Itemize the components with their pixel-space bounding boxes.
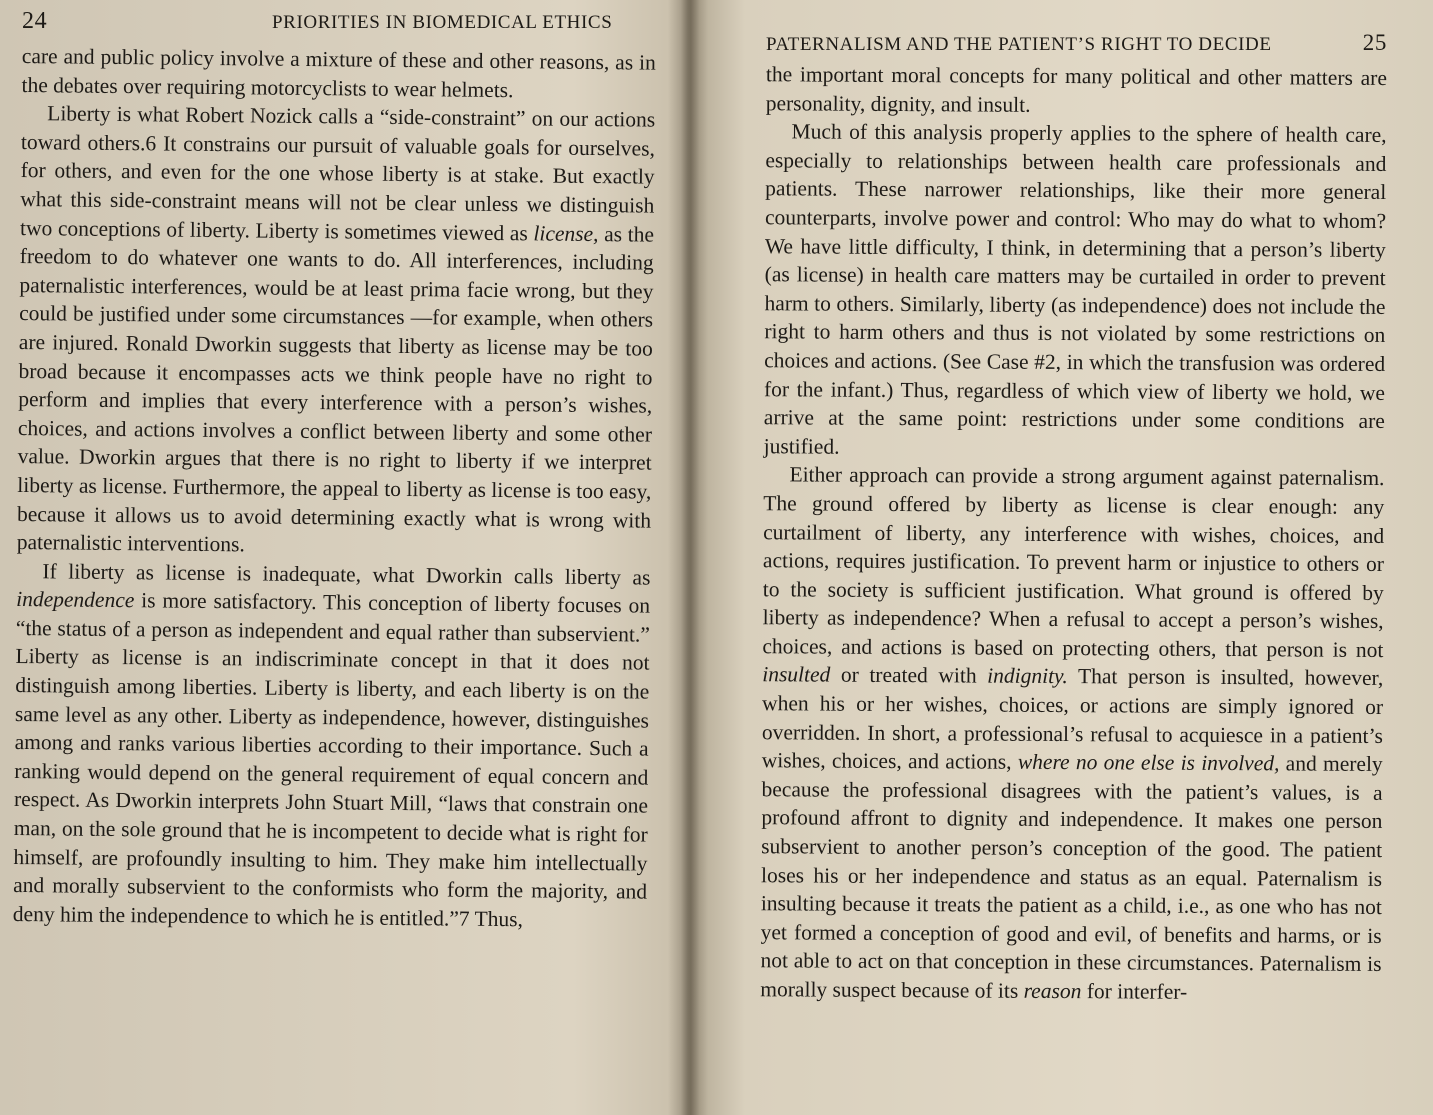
- text-run: If liberty as license is inadequate, what Dworkin calls liberty as: [42, 558, 651, 590]
- italic-term: independence: [16, 587, 135, 613]
- left-paragraph: [17, 99, 656, 563]
- right-running-head: [766, 30, 1387, 60]
- left-page-number: 24: [22, 8, 48, 34]
- left-running-title: PRIORITIES IN BIOMEDICAL ETHICS: [272, 12, 613, 33]
- right-running-title: PATERNALISM AND THE PATIENT’S RIGHT TO DECIDE: [766, 34, 1272, 55]
- text-run: That person is insulted, however, when his or her wishes, choices, or actions are simply ignored or overridden. In short, a professional’s refusal to acquiesce in a patient’s wishes, choices, and actions,: [761, 664, 1384, 775]
- right-paragraph: the important moral concepts for many political and other matters are personality, dignity, and insult.: [765, 62, 1387, 117]
- italic-term: where no one else is involved,: [1017, 750, 1280, 776]
- left-paragraph: care and public policy involve a mixture of these and other reasons, as in the debates over requiring motorcyclists to wear helmets.: [21, 43, 656, 102]
- left-paragraph: [13, 557, 651, 935]
- italic-term: insulted: [762, 662, 831, 688]
- left-running-head: [22, 8, 656, 38]
- text-run: and merely because the professional disagrees with the patient’s values, is a profound affront to dignity and independence. It makes one person subservient to another person’s conception of the good. The patient loses his or her independence and status as an equal. Paternalism is insulting because it treats the patient as a child, i.e., as one who has not yet formed a conception of good and evil, of benefits and harms, or is not able to act on that conception in these circumstances. Paternalism is morally suspect because of its: [760, 751, 1383, 1003]
- text-run: for interfer-: [1081, 979, 1188, 1004]
- text-run: as the freedom to do whatever one wants to do. All interferences, including paternalistic interferences, would be at least prima facie wrong, but they could be justified under some circumstances —for example, when others are injured. Ronald Dworkin suggests that liberty as license may be too broad because it encompasses acts we think people have no right to perform and implies that every interference with a person’s wishes, choices, and actions involves a conflict between liberty and some other value. Dworkin argues that there is no right to liberty if we interpret liberty as license. Furthermore, the appeal to liberty as license is too easy, because it allows us to avoid determining exactly what is wrong with paternalistic interventions.: [16, 221, 655, 557]
- right-page: [700, 0, 1433, 1115]
- italic-term: license,: [533, 220, 599, 246]
- italic-term: reason: [1023, 978, 1082, 1004]
- right-paragraph: Much of this analysis properly applies to the sphere of health care, especially to relationships between health care professionals and patients. These narrower relationships, like their more general counterparts, involve power and control: Who may do what to whom? We have little difficulty, I think, in determining that a person’s liberty (as license) in health care matters may be curtailed in order to prevent harm to others. Similarly, liberty (as independence) does not include the right to harm others and thus is not violated by some restrictions on choices and actions. (See Case #2, in which the transfusion was ordered for the infant.) Thus, regardless of which view of liberty we hold, we arrive at the same point: restrictions under some conditions are justified.: [763, 119, 1387, 459]
- text-run: Liberty is what Robert Nozick calls a “side-constraint” on our actions toward others.6 It constrains our pursuit of valuable goals for ourselves, for others, and even for the one whose liberty is at stake. But exactly what this side-constraint means will not be clear unless we distinguish two conceptions of liberty. Liberty is sometimes viewed as: [19, 101, 656, 245]
- left-body-text: [13, 42, 656, 935]
- right-page-number: 25: [1362, 30, 1387, 55]
- italic-term: indignity.: [987, 664, 1068, 689]
- right-paragraph: [760, 461, 1384, 1008]
- text-run: Either approach can provide a strong argument against paternalism. The ground offered by liberty as license is clear enough: any curtailment of liberty, any interference with wishes, choices, and actions, requires justification. To prevent harm or injustice to others or to the society is sufficient justification. What ground is offered by liberty as independence? When a refusal to accept a person’s wishes, choices, and actions is based on protecting others, that person is not: [762, 462, 1385, 662]
- text-run: is more satisfactory. This conception of liberty focuses on “the status of a person as independent and equal rather than subservient.” Liberty as license is an indiscriminate concept in that it does not distinguish among liberties. Liberty is liberty, and each liberty is on the same level as any other. Liberty as independence, however, distinguishes among and ranks various liberties according to their importance. Such a ranking would depend on the general requirement of equal concern and respect. As Dworkin interprets John Stuart Mill, “laws that constrain one man, on the sole ground that he is incompetent to decide what is right for himself, are profoundly insulting to him. They make him intellectually and morally subservient to the conformists who form the majority, and deny him the independence to which he is entitled.”7 Thus,: [12, 588, 651, 932]
- right-body-text: [760, 60, 1387, 1007]
- text-run: or treated with: [830, 663, 988, 689]
- left-page: [0, 0, 690, 1115]
